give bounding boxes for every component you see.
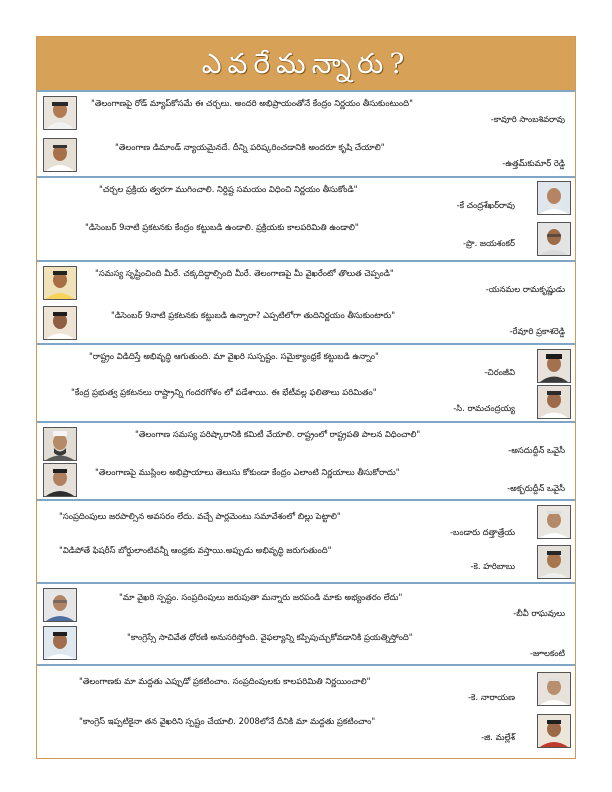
portrait-photo — [43, 138, 77, 172]
portrait-icon — [44, 428, 76, 460]
quote-text: "కాంగ్రెస్ ఇప్పటికైనా తన వైఖరిని స్పష్టం చేయాలి. 2008లోనే దీనికి మా మద్దతు ప్రకటించాం" — [79, 716, 376, 726]
portrait-photo — [43, 96, 77, 130]
speaker-name: -కావూరి సాంబశివరావు — [490, 114, 565, 124]
portrait-icon — [538, 223, 570, 255]
portrait-icon — [44, 267, 76, 299]
speaker-name: -బీవీ రాఘవులు — [513, 608, 565, 618]
portrait-photo — [537, 672, 571, 706]
portrait-icon — [538, 386, 570, 418]
party-section-7 — [37, 582, 575, 664]
portrait-photo — [537, 385, 571, 419]
portrait-photo — [43, 306, 77, 340]
speaker-name: -కె. హరిబాబు — [470, 561, 515, 571]
speaker-name: -కే చంద్రశేఖర్‌రావు — [456, 200, 515, 210]
portrait-icon — [44, 589, 76, 621]
portrait-photo — [537, 505, 571, 539]
speaker-name: -ప్రొ. జయశంకర్ — [463, 238, 515, 248]
title-banner — [37, 37, 575, 90]
portrait-icon — [538, 506, 570, 538]
portrait-icon — [538, 350, 570, 382]
portrait-photo — [537, 181, 571, 215]
quote-text: "తెలంగాణ సమస్య పరిష్కారానికి కమిటీ వేయాలి. రాష్ట్రంలో రాష్ట్రపతి పాలన విధించాలి" — [135, 429, 421, 439]
portrait-icon — [538, 546, 570, 578]
speaker-name: -యనమల రామకృష్ణుడు — [485, 284, 565, 294]
quote-text: "తెలంగాణపై ముస్లింల అభిప్రాయాలు తెలుసు కోకుండా కేంద్రం ఎలాంటి నిర్ణయాలు తీసుకోరాదు" — [95, 467, 400, 477]
quote-text: "సంప్రదింపులు జరపాల్సిన అవసరం లేదు. వచ్చే పార్లమెంటు సమావేశంలో బిల్లు పెట్టాలి" — [59, 511, 341, 521]
party-section-4 — [37, 343, 575, 421]
portrait-photo — [43, 427, 77, 461]
party-section-1 — [37, 90, 575, 176]
portrait-photo — [43, 588, 77, 622]
party-section-6 — [37, 499, 575, 582]
article-card — [36, 36, 576, 759]
quote-text: "కేంద్ర ప్రభుత్వ ప్రకటనలు రాష్ట్రాన్ని గందరగోళం లో పడేశాయి. ఈ భేటీవల్ల ఫలితాలు పరిమితం" — [71, 387, 377, 397]
quote-text: "విడిపోతే ఫిషరీస్ బోర్డులాంటివన్నీ ఆంధ్రకు వస్తాయి.అప్పుడు అభివృద్ధి జరుగుతుంది" — [59, 545, 332, 555]
speaker-name: -ఉత్తమ్‌కుమార్ రెడ్డి — [502, 158, 565, 168]
speaker-name: -బండారు దత్తాత్రేయ — [450, 527, 515, 537]
portrait-icon — [44, 97, 76, 129]
quote-text: "తెలంగాణపై రోడ్ మ్యాప్‌కోసమే ఈ చర్చలు. అందరి అభిప్రాయంతోనే కేంద్రం నిర్ణయం తీసుకుంటుంది" — [91, 98, 413, 108]
party-section-3 — [37, 260, 575, 343]
portrait-photo — [537, 222, 571, 256]
quote-text: "చర్చల ప్రక్రియ త్వరగా ముగించాలి. నిర్దిష్ట సమయం విధించి నిర్ణయం తీసుకోండి" — [99, 184, 358, 194]
quote-text: "తెలంగాణ డిమాండ్ న్యాయమైనదే. దీన్ని పరిష్కరించడానికి అందరూ కృషి చేయాలి" — [115, 142, 385, 152]
portrait-photo — [43, 463, 77, 497]
speaker-name: -రేవూరి ప్రకాశరెడ్డి — [509, 326, 565, 336]
portrait-icon — [538, 715, 570, 747]
quote-text: "కాంగ్రెస్సే సాచివేత ధోరణి అనుసరిస్తోంది. వైఫల్యాన్ని కప్పిపుచ్చుకోవడానికి ప్రయత్నిస్తోంది" — [127, 632, 413, 642]
speaker-name: -చిరంజీవి — [484, 367, 515, 377]
speaker-name: -అసదుద్దీన్ ఒవైసీ — [508, 445, 565, 455]
portrait-photo — [537, 349, 571, 383]
speaker-name: -జూలకంటి — [529, 648, 565, 658]
party-section-8 — [37, 664, 575, 758]
party-section-5 — [37, 421, 575, 499]
portrait-icon — [538, 182, 570, 214]
party-section-2 — [37, 176, 575, 260]
portrait-icon — [44, 627, 76, 659]
portrait-icon — [44, 307, 76, 339]
portrait-icon — [538, 673, 570, 705]
quote-text: "డిసెంబర్ 9నాటి ప్రకటనకు కట్టుబడి ఉన్నారా? ఎప్పటిలోగా తుదినిర్ణయం తీసుకుంటారు" — [111, 310, 396, 320]
portrait-icon — [44, 464, 76, 496]
quote-text: "మా వైఖరి స్పష్టం. సంప్రదింపులు జరుపుతా మన్నారు జరపండి మాకు అభ్యంతరం లేదు" — [119, 592, 403, 602]
speaker-name: -అక్బరుద్దీన్ ఒవైసీ — [507, 483, 565, 493]
portrait-icon — [44, 139, 76, 171]
speaker-name: -కె. నారాయణ — [468, 692, 515, 702]
quote-text: "డిసెంబర్ 9నాటి ప్రకటనకు కేంద్రం కట్టుబడి ఉండాలి. ప్రక్రియకు కాలపరిమితి ఉండాలి" — [85, 222, 359, 232]
speaker-name: -సి. రామచంద్రయ్య — [453, 403, 515, 413]
speaker-name: -జి. మల్లేశ్ — [481, 732, 515, 742]
quote-text: "తెలంగాణకు మా మద్దతు ఎప్పుడో ప్రకటించాం. సంప్రదింపులకు కాలపరిమితి నిర్ణయించాలి" — [79, 676, 371, 686]
quote-text: "సమస్య సృష్టించింది మీరే. చక్కదిద్దాల్సింది మీరే. తెలంగాణపై మీ వైఖరేంటో తొలుత చెప్పండి" — [95, 268, 394, 278]
portrait-photo — [43, 266, 77, 300]
portrait-photo — [537, 714, 571, 748]
quote-text: "రాష్ట్రం విడిదిస్తే అభివృద్ధి ఆగుతుంది. మా వైఖరి సుస్పష్టం. సమైక్యాంధ్రకే కట్టుబడి ఉన్నాం" — [89, 351, 379, 361]
page-title: ఎవరేమన్నారు? — [201, 47, 411, 80]
portrait-photo — [43, 626, 77, 660]
portrait-photo — [537, 545, 571, 579]
